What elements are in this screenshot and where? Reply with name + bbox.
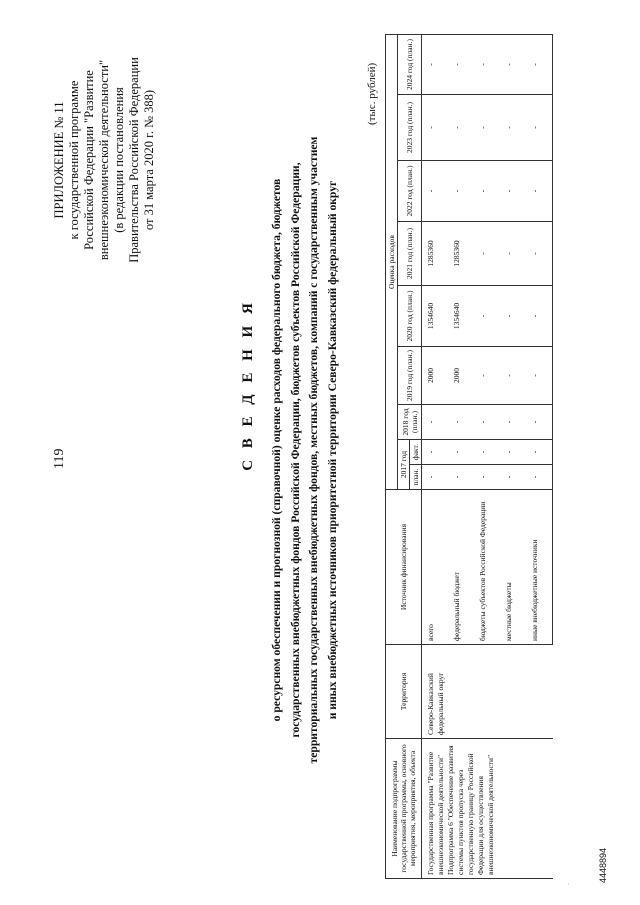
- value-cell: -: [474, 405, 500, 440]
- source-cell: иные внебюджетные источники: [526, 490, 553, 645]
- value-cell: -: [474, 465, 500, 490]
- value-cell: -: [500, 440, 526, 465]
- value-cell: -: [448, 465, 474, 490]
- header-year-2021: 2021 год (план.): [398, 222, 422, 286]
- value-cell: -: [526, 440, 553, 465]
- value-cell: -: [526, 286, 553, 347]
- value-cell: -: [422, 161, 449, 222]
- source-cell: всего: [422, 490, 449, 645]
- value-cell: -: [526, 95, 553, 161]
- value-cell: -: [526, 405, 553, 440]
- document-code: 4448894: [598, 847, 608, 883]
- header-year-2022: 2022 год (план.): [398, 161, 422, 222]
- program-name-cell: Государственная программа "Развитие внешнеэкономической деятельности" Подпрограмма 6 "Обеспечение развития системы пунктов пропуска через государственную границу Российской Федерации для осуществления внешнеэкономической деятельности": [422, 739, 553, 879]
- value-cell: -: [474, 347, 500, 405]
- header-year-2017: 2017 год: [398, 440, 410, 490]
- value-cell: -: [526, 465, 553, 490]
- document-subtitle: [268, 55, 342, 845]
- appendix-line: к государственной программе: [67, 80, 81, 240]
- header-subprogram: Наименование подпрограммы государственной программы, основного мероприятия, мероприятия, объекта: [386, 739, 422, 879]
- value-cell: -: [526, 35, 553, 95]
- appendix-line: внешнеэкономической деятельности": [97, 59, 111, 261]
- value-cell: 2000: [448, 347, 474, 405]
- value-cell: -: [500, 161, 526, 222]
- value-cell: -: [500, 405, 526, 440]
- header-territory: Территория: [386, 645, 422, 739]
- value-cell: -: [422, 405, 449, 440]
- appendix-line: Российской Федерации "Развитие: [82, 70, 96, 250]
- value-cell: 1354640: [448, 286, 474, 347]
- value-cell: -: [448, 95, 474, 161]
- value-cell: -: [474, 95, 500, 161]
- subtitle-line: государственных внебюджетных фондов Российской Федерации, бюджетов субъектов Российской Федерации,: [288, 162, 302, 738]
- table-row: [422, 35, 449, 879]
- header-year-2019: 2019 год (план.): [398, 347, 422, 405]
- source-cell: бюджеты субъектов Российской Федерации: [474, 490, 500, 645]
- value-cell: -: [474, 286, 500, 347]
- value-cell: -: [526, 161, 553, 222]
- units-label: (тыс. рублей): [366, 62, 378, 125]
- value-cell: -: [500, 347, 526, 405]
- value-cell: -: [448, 440, 474, 465]
- value-cell: -: [448, 161, 474, 222]
- header-year-2023: 2023 год (план.): [398, 95, 422, 161]
- header-source: Источник финансирования: [386, 490, 422, 645]
- value-cell: -: [500, 286, 526, 347]
- page-number: 119: [52, 448, 67, 469]
- header-expense-estimate: Оценка расходов: [386, 35, 398, 490]
- value-cell: -: [526, 222, 553, 286]
- value-cell: -: [448, 405, 474, 440]
- territory-cell: Северо-Кавказский федеральный округ: [422, 645, 553, 739]
- expenditure-table: [385, 34, 553, 879]
- value-cell: -: [500, 95, 526, 161]
- appendix-block: [52, 40, 157, 280]
- appendix-line: (в редакции постановления: [112, 87, 126, 233]
- value-cell: -: [474, 35, 500, 95]
- value-cell: -: [500, 35, 526, 95]
- header-2017-plan: план.: [410, 465, 422, 490]
- value-cell: 1285360: [448, 222, 474, 286]
- value-cell: -: [474, 222, 500, 286]
- header-year-2020: 2020 год (план.): [398, 286, 422, 347]
- value-cell: -: [422, 465, 449, 490]
- document-title: С В Е Д Е Н И Я: [240, 299, 256, 471]
- subtitle-line: и иных внебюджетных источников приоритетной территории Северо-Кавказский федеральный округ: [325, 180, 339, 720]
- source-cell: федеральный бюджет: [448, 490, 474, 645]
- value-cell: -: [474, 440, 500, 465]
- header-2017-fact: факт.: [410, 440, 422, 465]
- value-cell: -: [448, 35, 474, 95]
- subtitle-line: о ресурсном обеспечении и прогнозной (справочной) оценке расходов федерального бюджета, бюджетов: [270, 178, 283, 722]
- value-cell: -: [422, 440, 449, 465]
- value-cell: 1285360: [422, 222, 449, 286]
- header-year-2018: 2018 год (план.): [398, 405, 422, 440]
- scan-speck: .: [563, 883, 571, 885]
- value-cell: -: [422, 35, 449, 95]
- table-body: [422, 35, 553, 879]
- value-cell: 1354640: [422, 286, 449, 347]
- value-cell: -: [500, 222, 526, 286]
- value-cell: -: [500, 465, 526, 490]
- header-year-2024: 2024 год (план.): [398, 35, 422, 95]
- appendix-line: ПРИЛОЖЕНИЕ № 11: [52, 101, 66, 219]
- source-cell: местные бюджеты: [500, 490, 526, 645]
- subtitle-line: территориальных государственных внебюджетных фондов, местных бюджетов, компаний с государственным участием: [307, 136, 320, 764]
- appendix-line: Правительства Российской Федерации: [127, 57, 141, 263]
- value-cell: -: [526, 347, 553, 405]
- value-cell: -: [422, 95, 449, 161]
- appendix-line: от 31 марта 2020 г. № 388): [142, 89, 156, 231]
- value-cell: 2000: [422, 347, 449, 405]
- value-cell: -: [474, 161, 500, 222]
